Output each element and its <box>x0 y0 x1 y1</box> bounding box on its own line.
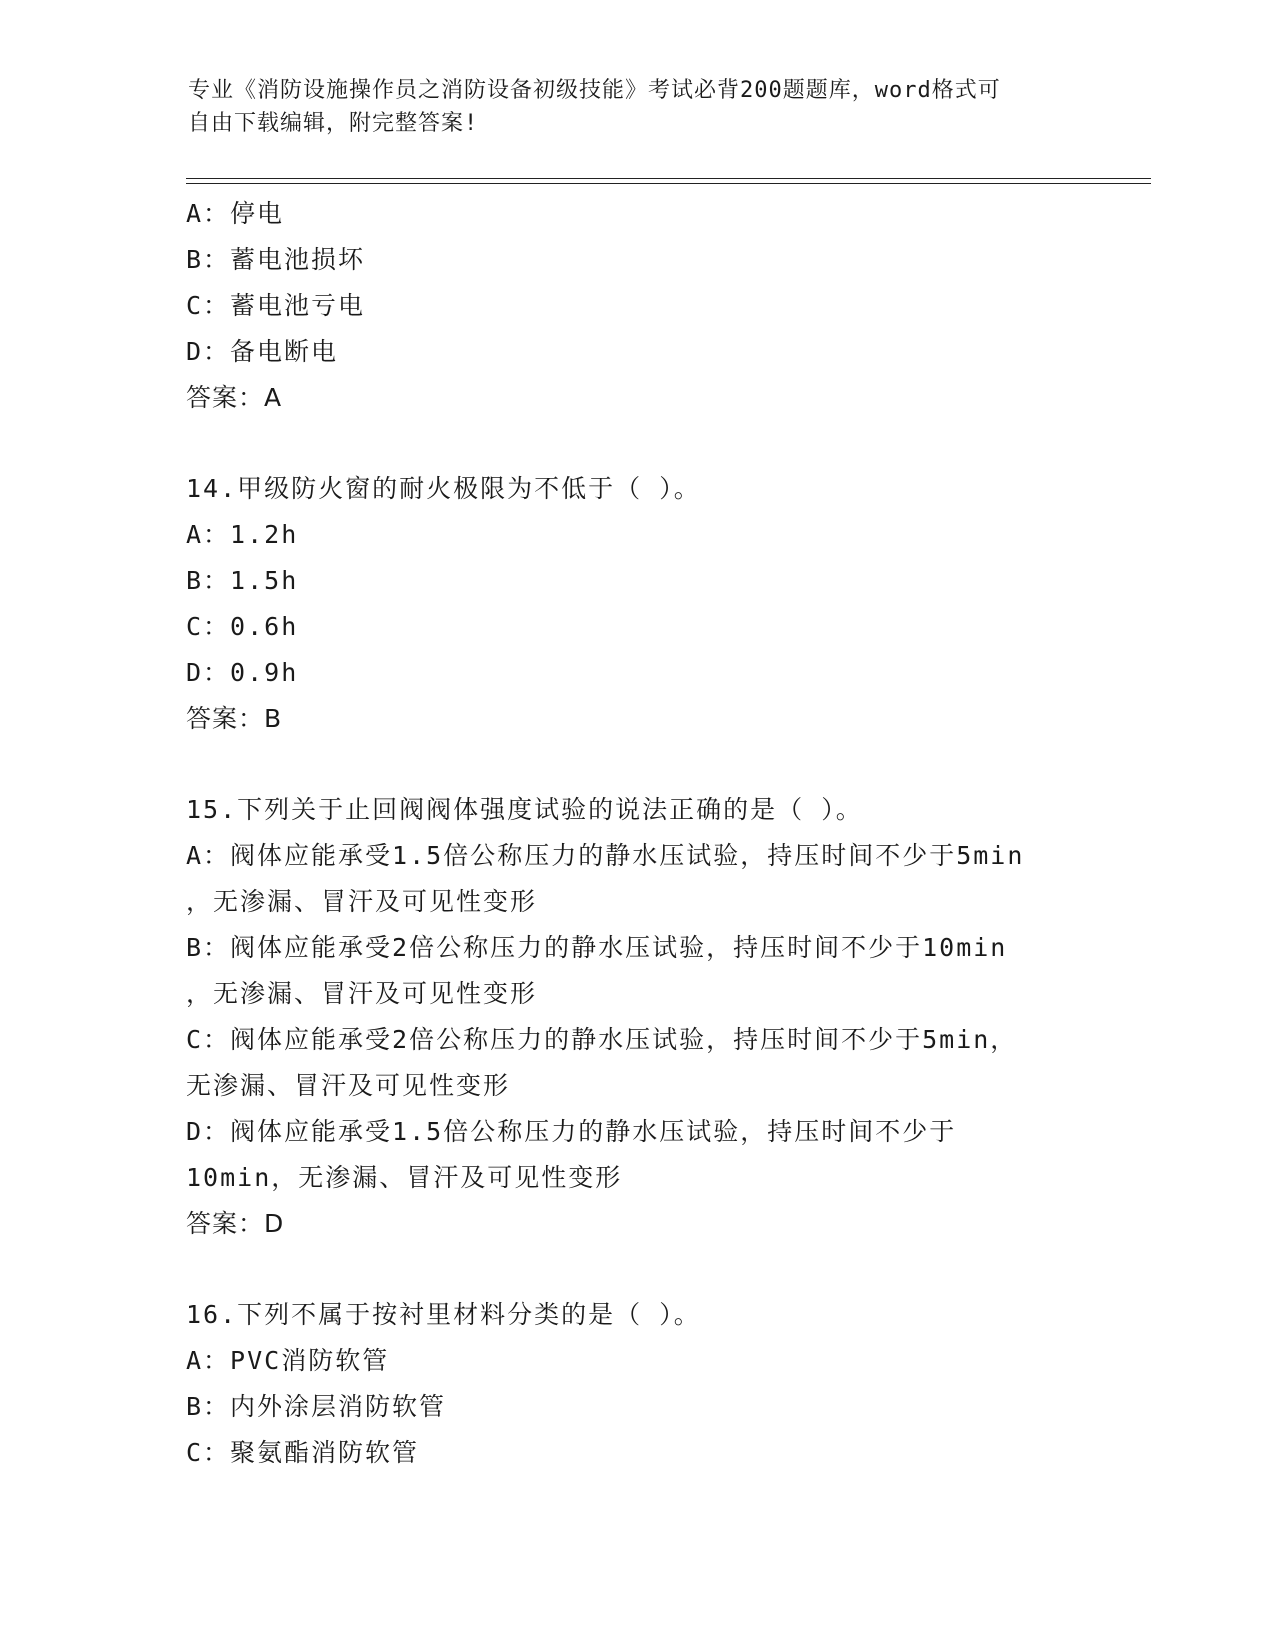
document-body <box>186 191 1086 1476</box>
option-d: D：备电断电 <box>186 337 339 366</box>
option-c: C：0.6h <box>186 612 299 641</box>
question-15 <box>186 787 1086 1247</box>
option-b: B：1.5h <box>186 566 299 595</box>
option-a: A：1.2h <box>186 520 299 549</box>
option-a: A：PVC消防软管 <box>186 1346 390 1375</box>
option-d-line-1: D：阀体应能承受1.5倍公称压力的静水压试验，持压时间不少于 <box>186 1117 957 1146</box>
header-line-1: 专业《消防设施操作员之消防设备初级技能》考试必背200题题库，word格式可 <box>188 78 1001 103</box>
question-13 <box>186 191 1086 421</box>
question-16 <box>186 1292 1086 1476</box>
question-text: 16.下列不属于按衬里材料分类的是（ ）。 <box>186 1300 701 1329</box>
option-c: C：聚氨酯消防软管 <box>186 1438 420 1467</box>
document-header <box>188 74 1068 140</box>
option-a-line-2: ，无渗漏、冒汗及可见性变形 <box>186 887 538 916</box>
header-line-2: 自由下载编辑，附完整答案! <box>188 111 479 136</box>
header-rule-top <box>186 178 1151 179</box>
answer: 答案：A <box>186 383 283 412</box>
option-d-line-2: 10min，无渗漏、冒汗及可见性变形 <box>186 1163 623 1192</box>
option-c-line-2: 无渗漏、冒汗及可见性变形 <box>186 1071 511 1100</box>
question-text: 14.甲级防火窗的耐火极限为不低于（ ）。 <box>186 474 701 503</box>
answer: 答案：D <box>186 1209 285 1238</box>
option-b-line-2: ，无渗漏、冒汗及可见性变形 <box>186 979 538 1008</box>
option-a: A：停电 <box>186 199 285 228</box>
question-text: 15.下列关于止回阀阀体强度试验的说法正确的是（ ）。 <box>186 795 863 824</box>
option-c: C：蓄电池亏电 <box>186 291 366 320</box>
option-d: D：0.9h <box>186 658 299 687</box>
option-c-line-1: C：阀体应能承受2倍公称压力的静水压试验，持压时间不少于5min， <box>186 1025 1018 1054</box>
option-b: B：内外涂层消防软管 <box>186 1392 447 1421</box>
answer: 答案：B <box>186 704 283 733</box>
option-a-line-1: A：阀体应能承受1.5倍公称压力的静水压试验，持压时间不少于5min <box>186 841 1025 870</box>
option-b-line-1: B：阀体应能承受2倍公称压力的静水压试验，持压时间不少于10min <box>186 933 1008 962</box>
header-rule-bottom <box>186 183 1151 184</box>
question-14 <box>186 466 1086 742</box>
option-b: B：蓄电池损坏 <box>186 245 366 274</box>
